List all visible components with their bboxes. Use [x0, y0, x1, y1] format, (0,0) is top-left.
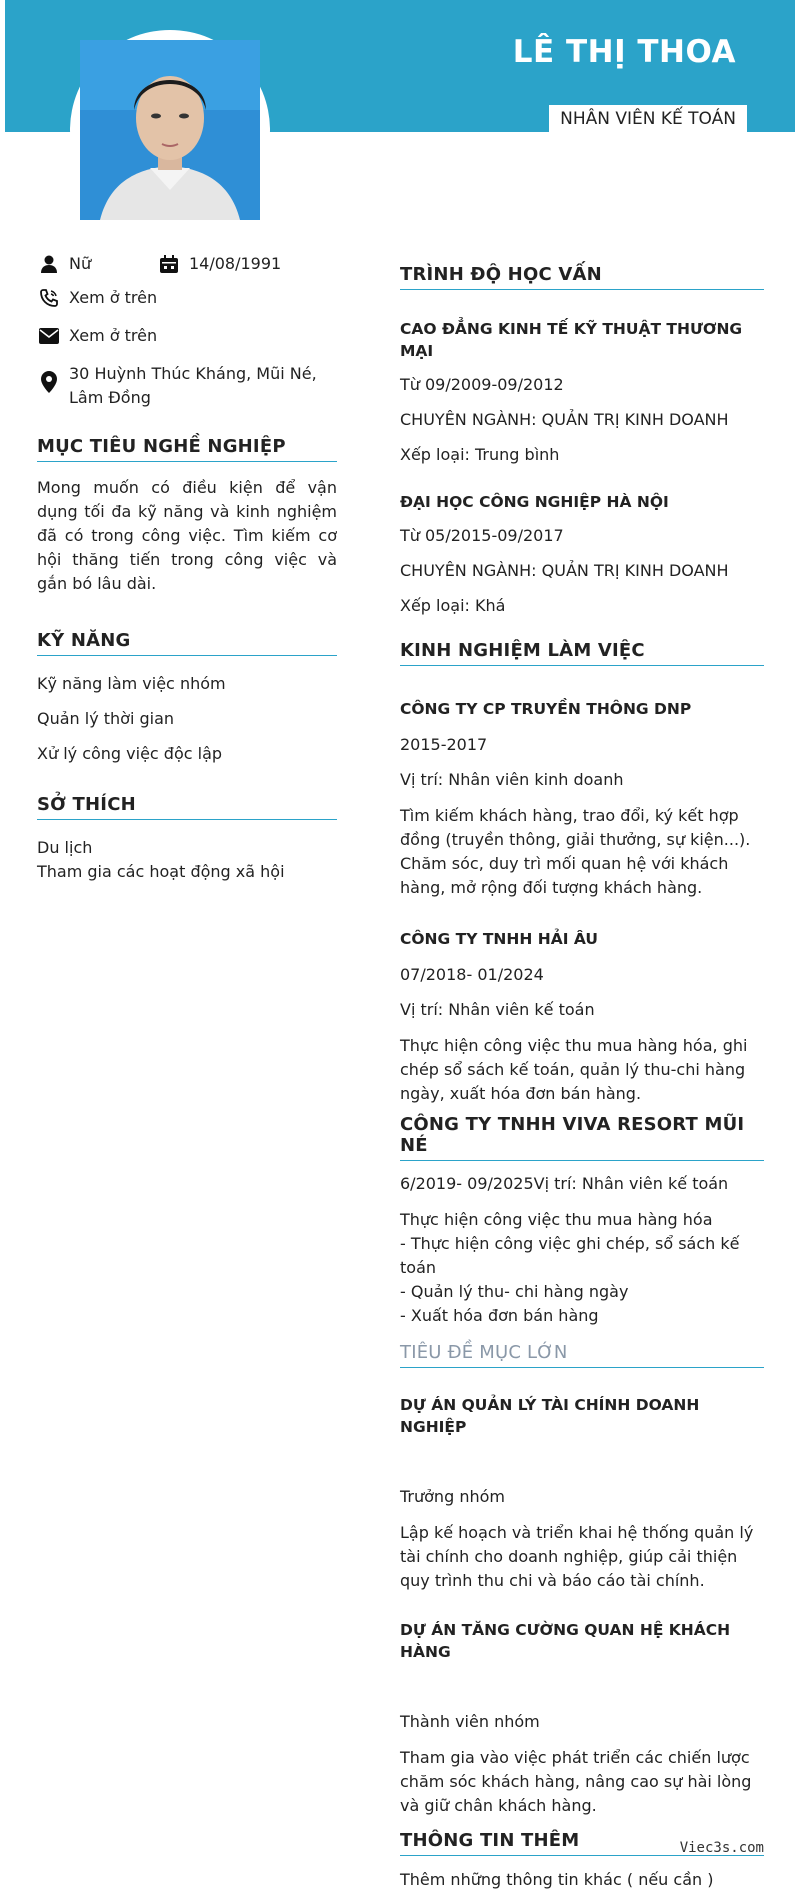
objective-text: Mong muốn có điều kiện để vận dụng tối đa kỹ năng và kinh nghiệm đã có trong công việc. Tìm kiếm cơ hội thăng tiến trong công việc và gắn bó lâu dài.: [37, 478, 337, 593]
viva-duty-line: - Thực hiện công việc ghi chép, sổ sách kế toán: [400, 1234, 740, 1277]
email-row: [37, 324, 337, 348]
viva-duty-line: - Quản lý thu- chi hàng ngày: [400, 1282, 629, 1301]
experience-period: 07/2018- 01/2024: [400, 965, 544, 984]
project-name: DỰ ÁN QUẢN LÝ TÀI CHÍNH DOANH NGHIỆP: [400, 1396, 700, 1436]
right-column: [400, 264, 764, 1892]
skills-heading: KỸ NĂNG: [37, 630, 337, 656]
job-title: NHÂN VIÊN KẾ TOÁN: [549, 105, 747, 133]
birthdate-value: 14/08/1991: [189, 254, 282, 273]
objective-heading: MỤC TIÊU NGHỀ NGHIỆP: [37, 436, 337, 462]
address-row: [37, 362, 337, 410]
address-value: 30 Huỳnh Thúc Kháng, Mũi Né, Lâm Đồng: [69, 364, 317, 407]
experience-position: Vị trí: Nhân viên kinh doanh: [400, 770, 624, 789]
gender-birthdate-row: [37, 252, 337, 276]
email-value: Xem ở trên: [69, 326, 158, 345]
education-period: Từ 09/2009-09/2012: [400, 375, 564, 394]
education-school: CAO ĐẲNG KINH TẾ KỸ THUẬT THƯƠNG MẠI: [400, 320, 743, 360]
project-description: Lập kế hoạch và triển khai hệ thống quản lý tài chính cho doanh nghiệp, giúp cải thiện quy trình thu chi và báo cáo tài chính.: [400, 1523, 754, 1590]
viva-period-position: 6/2019- 09/2025Vị trí: Nhân viên kế toán: [400, 1174, 729, 1193]
phone-row: [37, 286, 337, 310]
person-icon: [37, 252, 61, 276]
viva-duty-line: Thực hiện công việc thu mua hàng hóa: [400, 1210, 713, 1229]
project-name: DỰ ÁN TĂNG CƯỜNG QUAN HỆ KHÁCH HÀNG: [400, 1621, 731, 1661]
avatar-frame: [70, 30, 270, 230]
skill-item: Quản lý thời gian: [37, 709, 175, 728]
location-pin-icon: [37, 370, 61, 394]
skill-item: Kỹ năng làm việc nhóm: [37, 674, 226, 693]
additional-heading: THÔNG TIN THÊM: [400, 1830, 764, 1856]
skill-item: Xử lý công việc độc lập: [37, 744, 223, 763]
hobby-item: Du lịch: [37, 838, 93, 857]
project-description: Tham gia vào việc phát triển các chiến lược chăm sóc khách hàng, nâng cao sự hài lòng và giữ chân khách hàng.: [400, 1748, 752, 1815]
birthdate-item: [157, 252, 281, 276]
education-grade: Xếp loại: Trung bình: [400, 445, 560, 464]
education-school: ĐẠI HỌC CÔNG NGHIỆP HÀ NỘI: [400, 493, 669, 511]
viva-company-heading: CÔNG TY TNHH VIVA RESORT MŨI NÉ: [400, 1114, 764, 1161]
experience-description: Tìm kiếm khách hàng, trao đổi, ký kết hợp đồng (truyền thông, giải thưởng, sự kiện...). Chăm sóc, duy trì mối quan hệ với khách hàng, mở rộng đối tượng khách hàng.: [400, 806, 751, 897]
experience-position: Vị trí: Nhân viên kế toán: [400, 1000, 595, 1019]
education-period: Từ 05/2015-09/2017: [400, 526, 564, 545]
project-role: Thành viên nhóm: [400, 1712, 540, 1731]
experience-description: Thực hiện công việc thu mua hàng hóa, ghi chép sổ sách kế toán, quản lý thu-chi hàng ngày, xuất hóa đơn bán hàng.: [400, 1036, 748, 1103]
phone-icon: [37, 286, 61, 310]
gender-item: [37, 252, 157, 276]
experience-heading: KINH NGHIỆM LÀM VIỆC: [400, 640, 764, 666]
candidate-name: LÊ THỊ THOA: [512, 34, 736, 70]
viva-duty-line: - Xuất hóa đơn bán hàng: [400, 1306, 599, 1325]
education-major: CHUYÊN NGÀNH: QUẢN TRỊ KINH DOANH: [400, 410, 729, 429]
projects-heading: TIÊU ĐỀ MỤC LỚN: [400, 1342, 764, 1368]
gender-value: Nữ: [69, 254, 92, 273]
calendar-icon: [157, 252, 181, 276]
experience-period: 2015-2017: [400, 735, 488, 754]
additional-text: Thêm những thông tin khác ( nếu cần ): [400, 1870, 714, 1889]
envelope-icon: [37, 324, 61, 348]
education-major: CHUYÊN NGÀNH: QUẢN TRỊ KINH DOANH: [400, 561, 729, 580]
avatar: [80, 40, 260, 220]
experience-company: CÔNG TY CP TRUYỀN THÔNG DNP: [400, 700, 692, 718]
watermark: Viec3s.com: [679, 1840, 764, 1856]
phone-value: Xem ở trên: [69, 288, 158, 307]
education-grade: Xếp loại: Khá: [400, 596, 506, 615]
project-role: Trưởng nhóm: [400, 1487, 505, 1506]
hobby-item: Tham gia các hoạt động xã hội: [37, 862, 285, 881]
experience-company: CÔNG TY TNHH HẢI ÂU: [400, 930, 598, 948]
education-heading: TRÌNH ĐỘ HỌC VẤN: [400, 264, 764, 290]
left-column: [37, 252, 337, 884]
hobbies-heading: SỞ THÍCH: [37, 794, 337, 820]
